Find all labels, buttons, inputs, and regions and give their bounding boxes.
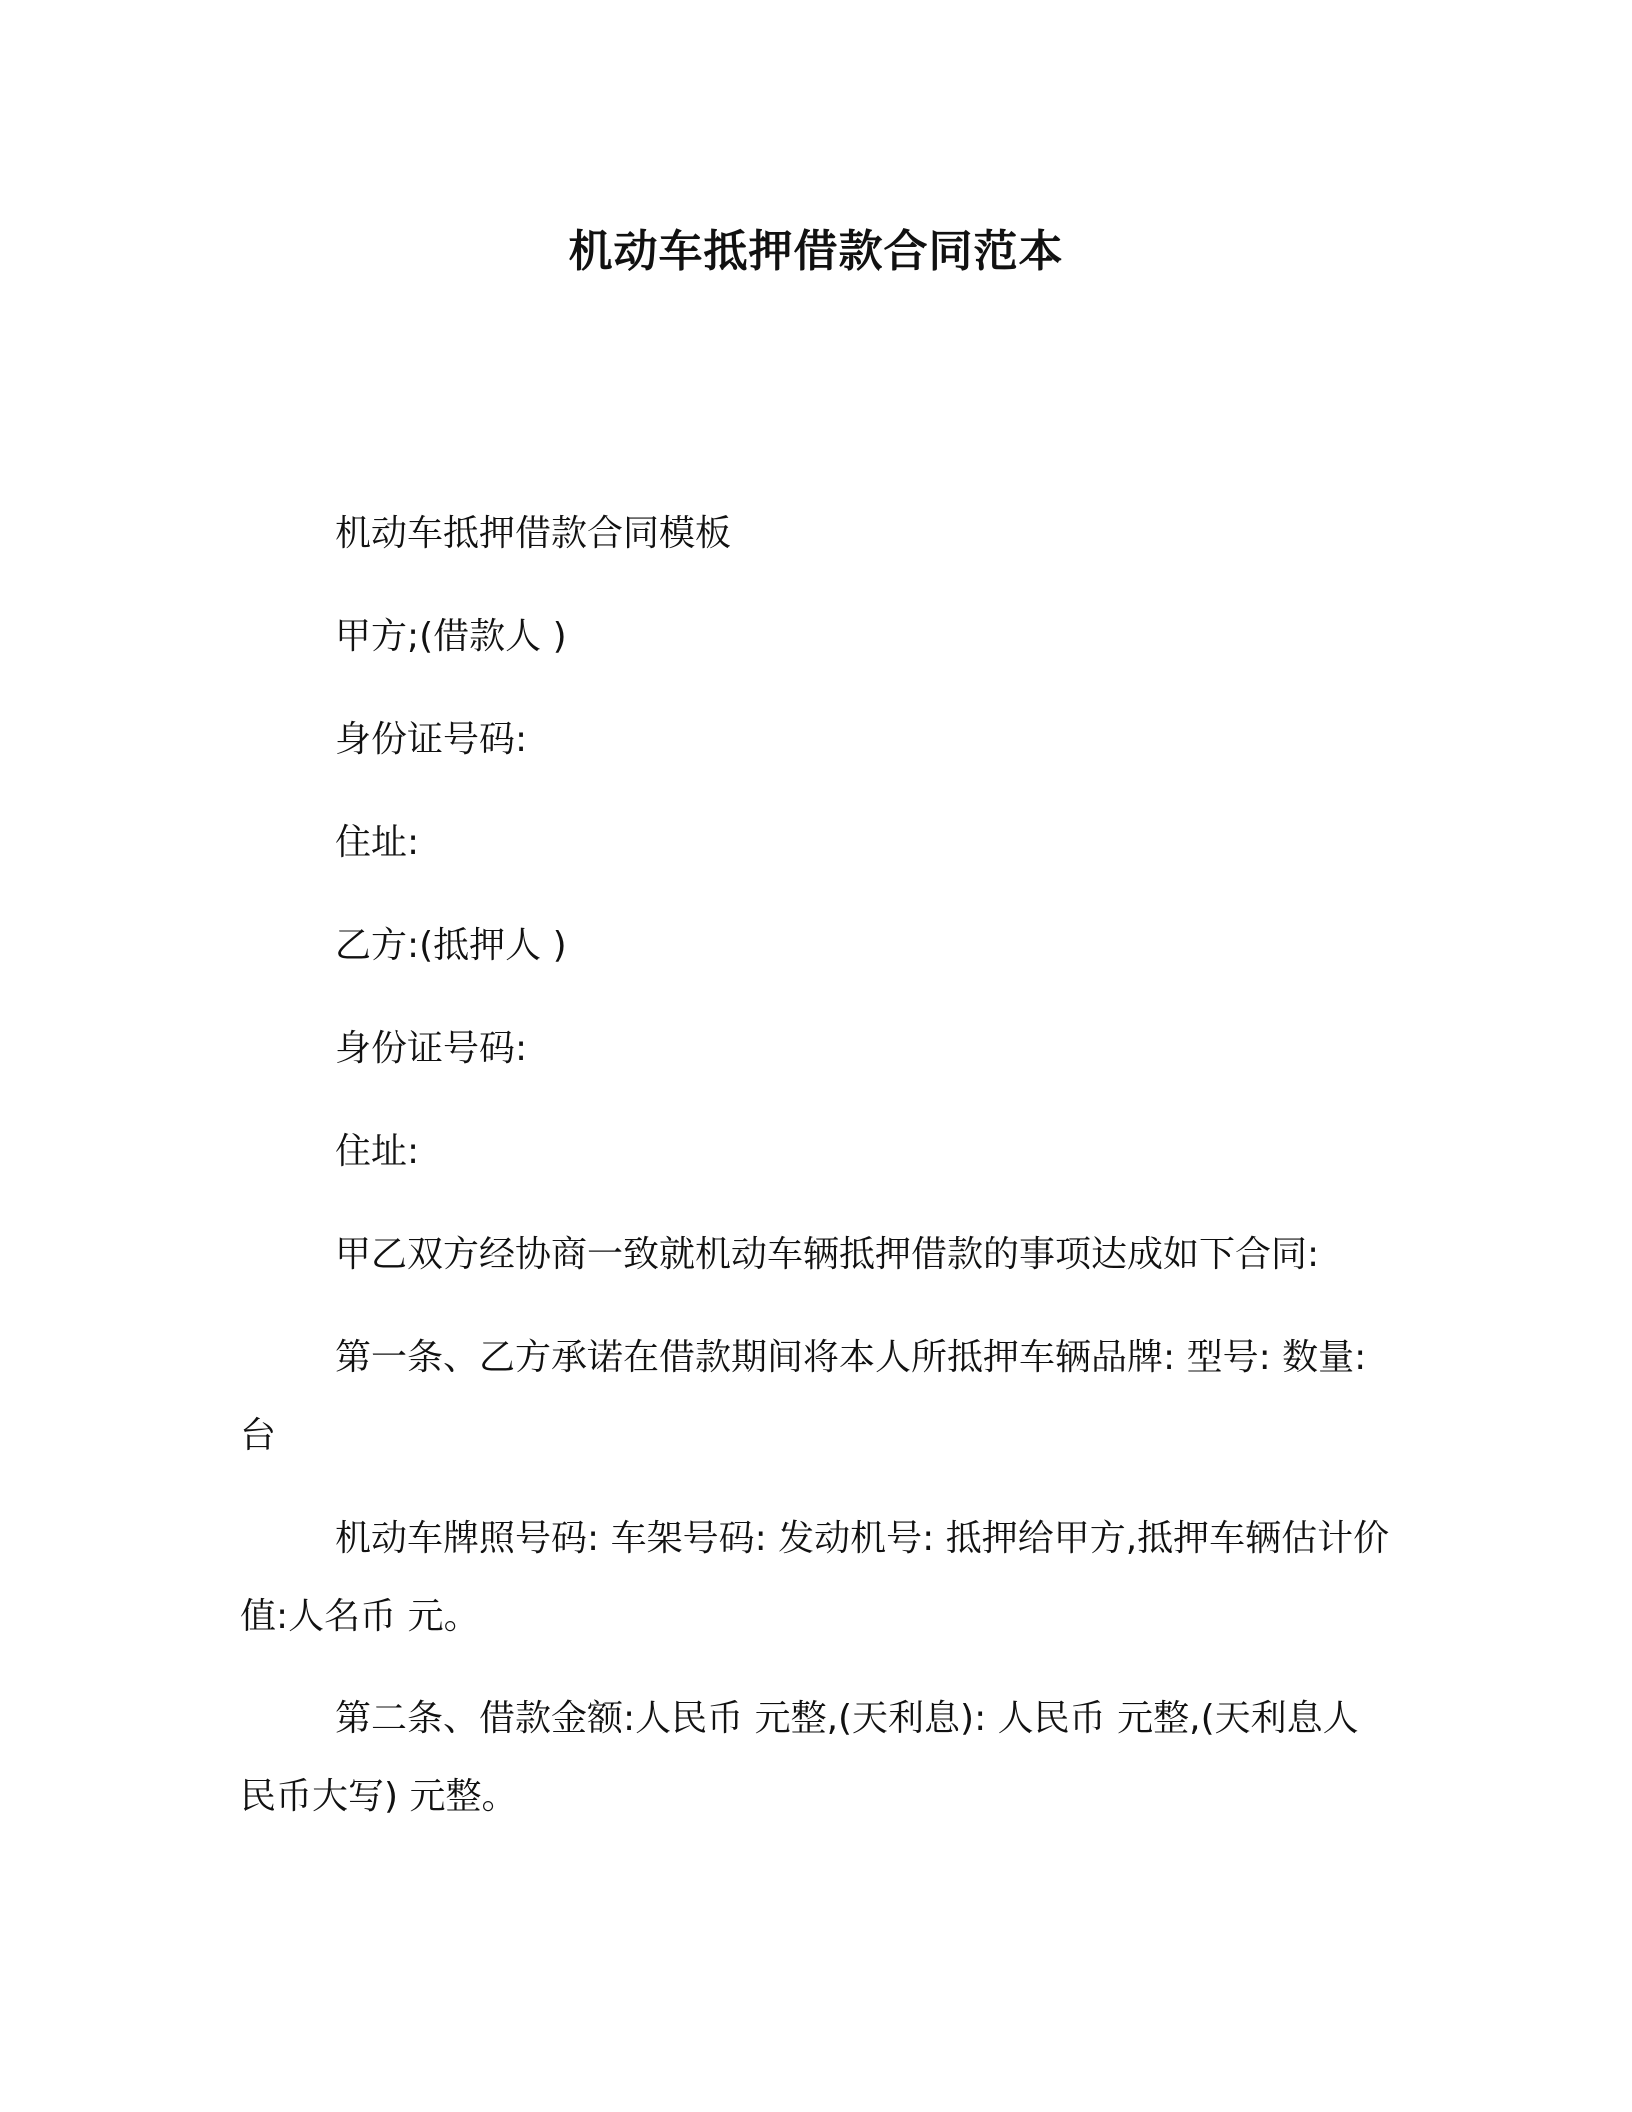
paragraph-party-b: 乙方:(抵押人 ) [335, 925, 567, 966]
paragraph-agreement: 甲乙双方经协商一致就机动车辆抵押借款的事项达成如下合同: [335, 1234, 1320, 1275]
paragraph-party-b-id: 身份证号码: [335, 1028, 528, 1069]
paragraph-template-heading: 机动车抵押借款合同模板 [335, 513, 732, 554]
paragraph-party-b-address: 住址: [335, 1131, 420, 1172]
paragraph-party-a-address: 住址: [335, 822, 420, 863]
paragraph-party-a-id: 身份证号码: [335, 719, 528, 760]
document-title: 机动车抵押借款合同范本 [568, 226, 1064, 277]
paragraph-article-1: 第一条、乙方承诺在借款期间将本人所抵押车辆品牌: 型号: 数量: 台 [240, 1337, 1367, 1456]
paragraph-party-a: 甲方;(借款人 ) [335, 616, 567, 657]
paragraph-vehicle-details: 机动车牌照号码: 车架号码: 发动机号: 抵押给甲方,抵押车辆估计价值:人名币 元。 [240, 1518, 1390, 1637]
paragraph-article-2: 第二条、借款金额:人民币 元整,(天利息): 人民币 元整,(天利息人民币大写) 元整。 [240, 1698, 1359, 1817]
